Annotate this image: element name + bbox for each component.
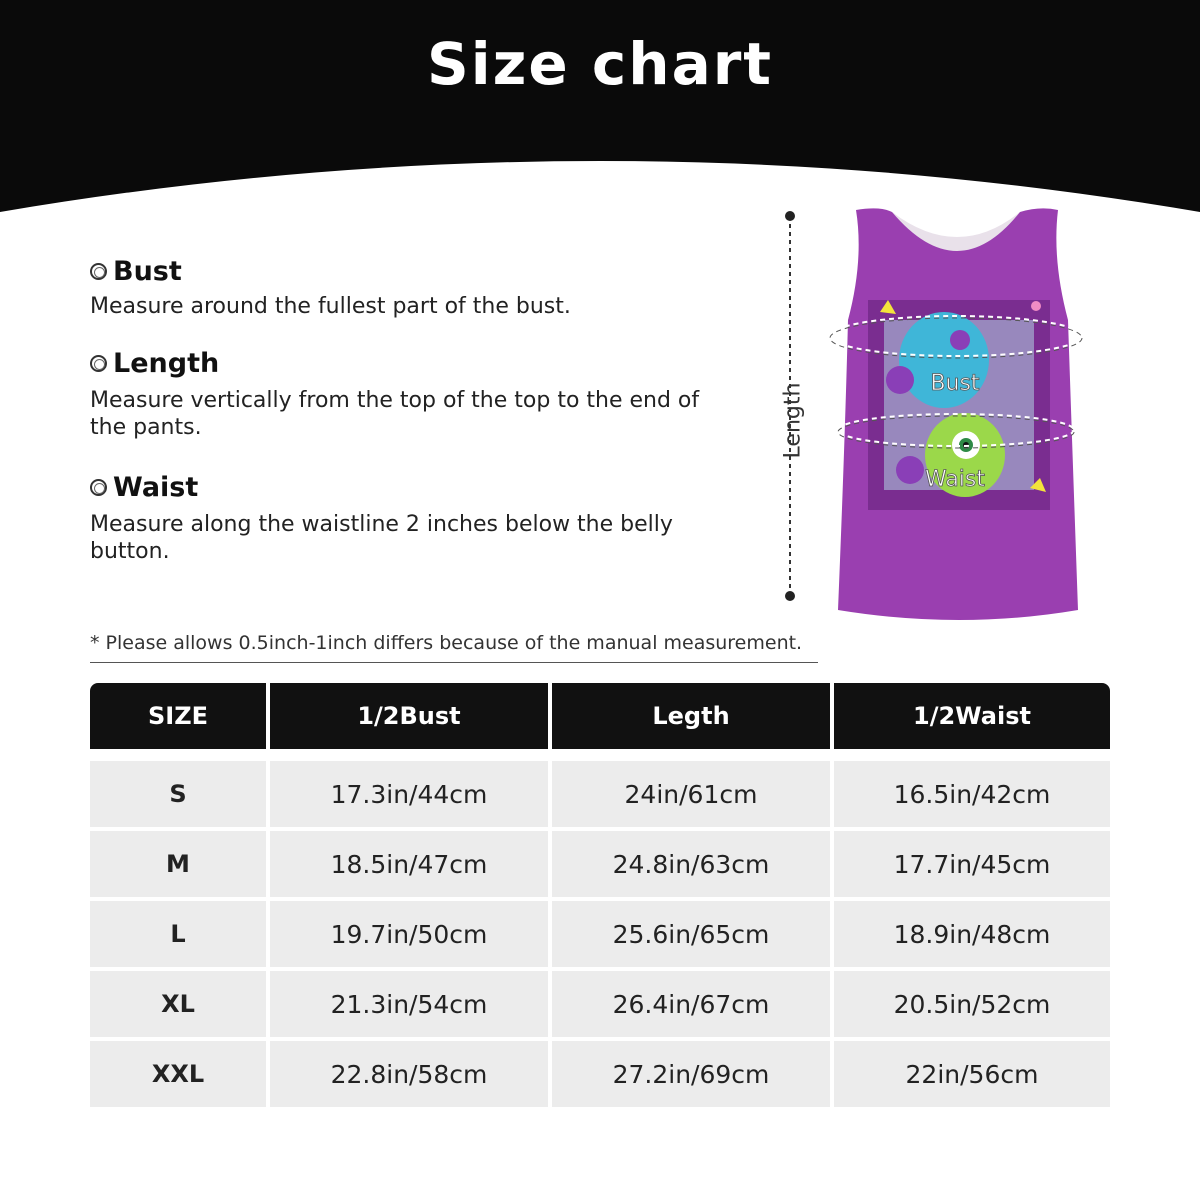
table-row	[90, 831, 1110, 897]
waist-cell: 17.7in/45cm	[834, 831, 1110, 897]
length-cell: 24in/61cm	[552, 761, 830, 827]
size-cell: L	[90, 901, 266, 967]
bust-cell: 17.3in/44cm	[270, 761, 548, 827]
table-row	[90, 901, 1110, 967]
header-length: Legth	[552, 683, 830, 749]
size-cell: XXL	[90, 1041, 266, 1107]
bust-cell: 18.5in/47cm	[270, 831, 548, 897]
length-cell: 25.6in/65cm	[552, 901, 830, 967]
circle-bullet-icon	[90, 479, 107, 496]
header-half-waist: 1/2Waist	[834, 683, 1110, 749]
bust-section	[90, 256, 720, 320]
waist-section	[90, 472, 720, 565]
table-row	[90, 1041, 1110, 1107]
waist-cell: 22in/56cm	[834, 1041, 1110, 1107]
waist-label: Waist	[924, 467, 986, 492]
bust-cell: 22.8in/58cm	[270, 1041, 548, 1107]
size-cell: M	[90, 831, 266, 897]
header-half-bust: 1/2Bust	[270, 683, 548, 749]
size-table	[90, 683, 1110, 1111]
waist-title: Waist	[113, 472, 199, 503]
header-size: SIZE	[90, 683, 266, 749]
length-title: Length	[113, 348, 220, 379]
bust-description: Measure around the fullest part of the bust.	[90, 294, 571, 319]
waist-cell: 18.9in/48cm	[834, 901, 1110, 967]
table-header	[90, 683, 1110, 749]
waist-cell: 16.5in/42cm	[834, 761, 1110, 827]
waist-cell: 20.5in/52cm	[834, 971, 1110, 1037]
length-cell: 26.4in/67cm	[552, 971, 830, 1037]
page-title: Size chart	[426, 30, 774, 98]
size-cell: S	[90, 761, 266, 827]
bust-cell: 21.3in/54cm	[270, 971, 548, 1037]
size-cell: XL	[90, 971, 266, 1037]
circle-bullet-icon	[90, 263, 107, 280]
bust-label: Bust	[930, 371, 980, 396]
waist-description: Measure along the waistline 2 inches below the belly button.	[90, 512, 673, 564]
table-body	[90, 761, 1110, 1107]
length-description: Measure vertically from the top of the top to the end of the pants.	[90, 388, 700, 440]
bust-title: Bust	[113, 256, 182, 287]
circle-bullet-icon	[90, 355, 107, 372]
table-row	[90, 761, 1110, 827]
bust-cell: 19.7in/50cm	[270, 901, 548, 967]
length-cell: 27.2in/69cm	[552, 1041, 830, 1107]
length-label: Length	[780, 382, 806, 459]
length-section	[90, 348, 720, 441]
table-row	[90, 971, 1110, 1037]
length-cell: 24.8in/63cm	[552, 831, 830, 897]
measurement-note: * Please allows 0.5inch-1inch differs because of the manual measurement.	[90, 632, 818, 663]
